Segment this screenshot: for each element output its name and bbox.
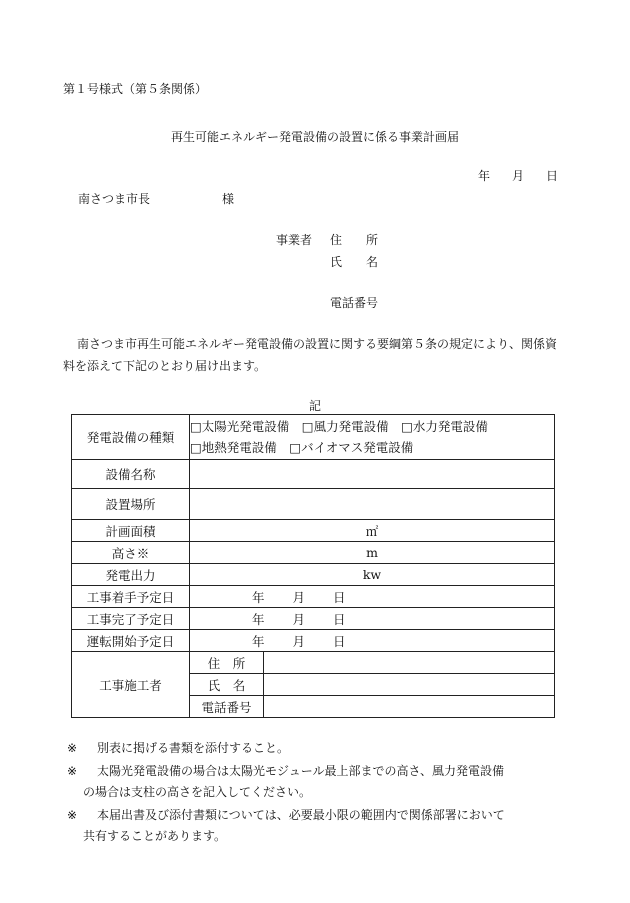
table-row: [72, 460, 555, 489]
note-mark: ※: [67, 741, 78, 755]
table-row: [72, 630, 555, 652]
operation-year: 年: [252, 633, 265, 649]
table-row: [72, 489, 555, 520]
contractor-name-value[interactable]: [264, 674, 555, 696]
applicant-address-label: 住 所: [330, 233, 379, 247]
operation-date-label: 運転開始予定日: [72, 630, 190, 652]
start-month: 月: [292, 589, 306, 605]
end-date-label: 工事完了予定日: [72, 608, 190, 630]
note-item: [63, 738, 583, 759]
note-item: [63, 761, 583, 803]
applicant-phone-label: 電話番号: [330, 296, 379, 310]
location-label: 設置場所: [72, 489, 190, 520]
table-row: [72, 520, 555, 542]
type-options-line1: □太陽光発電設備 □風力発電設備 □水力発電設備: [190, 419, 488, 434]
note-item: [63, 805, 583, 847]
contractor-label: 工事施工者: [72, 652, 190, 718]
plan-table: [71, 414, 555, 718]
operation-day: 日: [333, 633, 346, 649]
notes: [63, 738, 583, 849]
type-label: 発電設備の種類: [72, 415, 190, 460]
start-date-value[interactable]: [190, 586, 555, 608]
note-line-continued: の場合は支柱の高さを記入してください。: [83, 785, 312, 799]
contractor-address-value[interactable]: [264, 652, 555, 674]
contractor-phone-value[interactable]: [264, 696, 555, 718]
operation-month: 月: [292, 633, 306, 649]
table-row: [72, 652, 555, 674]
output-label: 発電出力: [72, 564, 190, 586]
note-mark: ※: [67, 764, 78, 778]
height-unit[interactable]: m: [190, 542, 555, 564]
note-line-continued: 共有することがあります。: [83, 829, 227, 843]
note-mark: ※: [67, 808, 78, 822]
applicant-label: 事業者: [276, 233, 313, 247]
date-day: 日: [546, 169, 559, 183]
facility-name-value[interactable]: [190, 460, 555, 489]
contractor-name-label: 氏 名: [190, 674, 264, 696]
date-month: 月: [512, 169, 525, 183]
ki-heading: 記: [308, 399, 321, 413]
end-year: 年: [252, 611, 265, 627]
area-label: 計画面積: [72, 520, 190, 542]
date-line: [478, 167, 558, 184]
note-line: 別表に掲げる書類を添付すること。: [97, 741, 290, 755]
form-number: 第１号様式（第５条関係）: [63, 82, 208, 96]
start-year: 年: [252, 589, 265, 605]
applicant-name-label: 氏 名: [330, 255, 379, 269]
operation-date-value[interactable]: [190, 630, 555, 652]
start-day: 日: [333, 589, 346, 605]
location-value[interactable]: [190, 489, 555, 520]
table-row: [72, 586, 555, 608]
note-line: 本届出書及び添付書類については、必要最小限の範囲内で関係部署において: [97, 808, 505, 822]
type-options-line2: □地熱発電設備 □バイオマス発電設備: [190, 440, 414, 455]
honorific: 様: [222, 192, 235, 206]
table-row: [72, 564, 555, 586]
end-date-value[interactable]: [190, 608, 555, 630]
facility-name-label: 設備名称: [72, 460, 190, 489]
contractor-address-label: 住 所: [190, 652, 264, 674]
start-date-label: 工事着手予定日: [72, 586, 190, 608]
height-label: 高さ※: [72, 542, 190, 564]
addressee: 南さつま市長: [78, 192, 151, 206]
note-line: 太陽光発電設備の場合は太陽光モジュール最上部までの高さ、風力発電設備: [97, 764, 505, 778]
table-row: [72, 415, 555, 460]
end-day: 日: [333, 611, 346, 627]
output-unit[interactable]: kw: [190, 564, 555, 586]
type-options: [190, 415, 555, 460]
document-title: 再生可能エネルギー発電設備の設置に係る事業計画届: [170, 130, 459, 144]
date-year: 年: [478, 169, 491, 183]
contractor-phone-label: 電話番号: [190, 696, 264, 718]
end-month: 月: [292, 611, 306, 627]
table-row: [72, 608, 555, 630]
table-row: [72, 542, 555, 564]
area-unit[interactable]: ㎡: [190, 520, 555, 542]
body-text: 南さつま市再生可能エネルギー発電設備の設置に関する要綱第５条の規定により、関係資料を添えて下記のとおり届け出ます。: [63, 337, 558, 373]
